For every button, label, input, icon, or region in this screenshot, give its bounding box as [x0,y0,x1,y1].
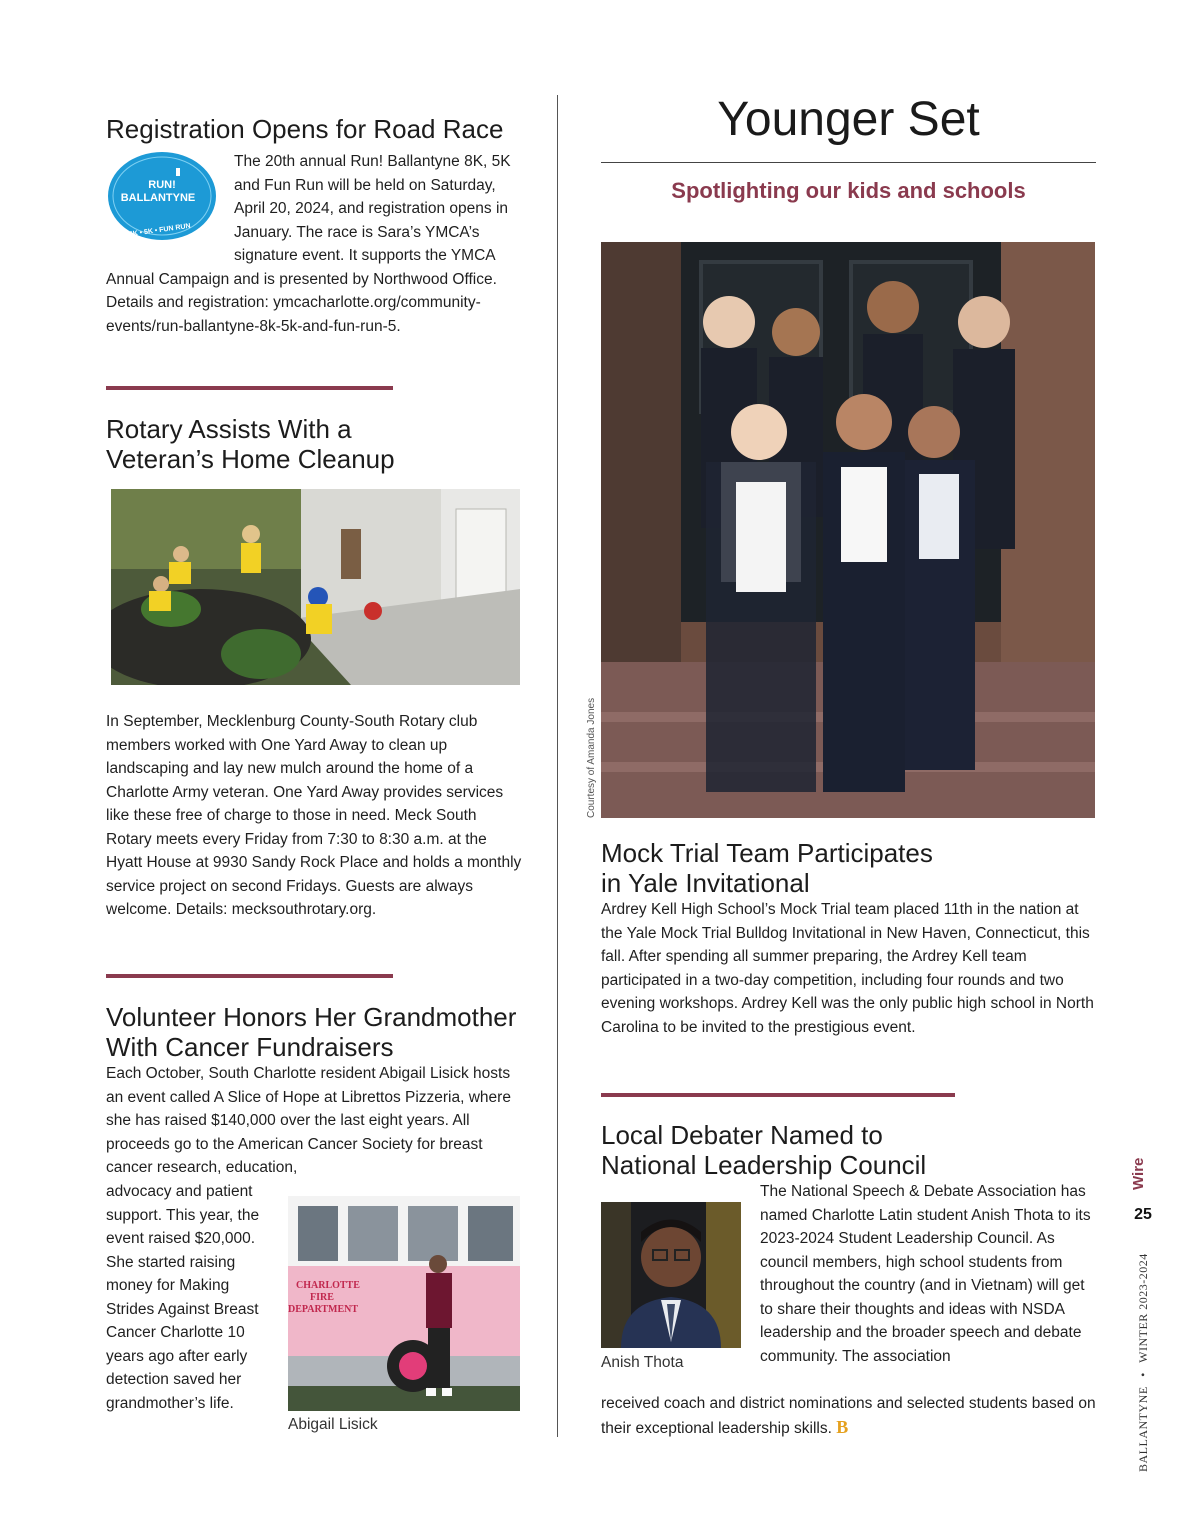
running-footer: BALLANTYNE • WINTER 2023-2024 [1136,1253,1150,1472]
volunteer-body-side: advocacy and patient support. This year, the event raised $20,000. She started raising money for Making Strides Against Breast Cancer Charlotte 10 years ago after early detection saved her grandmother’s life. [106,1183,260,1412]
end-mark: B [836,1416,849,1437]
anish-caption: Anish Thota [601,1354,684,1371]
svg-text:BALLANTYNE: BALLANTYNE [120,192,196,204]
race-body: The 20th annual Run! Ballantyne 8K, 5K and Fun Run will be held on Saturday, April 20, 2024, and registration opens in January. The race is Sara’s YMCA’s signature event. It supports the YMCA Annual Campaign and is presented by Northwood Office. Details and registration: ymcacharlotte.org/community-events/run-ballantyne-8k-5k-and-fun-run-5. [106,153,511,335]
run-ballantyne-logo [106,150,218,242]
svg-text:CHARLOTTE: CHARLOTTE [296,1280,360,1291]
anish-photo [601,1202,741,1348]
volunteer-headline: Volunteer Honors Her Grandmother With Cancer Fundraisers [106,1002,517,1062]
divider-2 [106,974,393,978]
column-divider [557,95,558,1437]
rotary-body: In September, Mecklenburg County-South Rotary club members worked with One Yard Away to clean up landscaping and lay new mulch around the home of a Charlotte Army veteran. One Yard Away provides services like these free of charge to those in need. Meck South Rotary meets every Friday from 7:30 to 8:30 a.m. at the Hyatt House at 9930 Sandy Rock Place and holds a monthly service project on second Fridays. Guests are always welcome. Details: mecksouthrotary.org. [106,713,522,918]
rotary-headline: Rotary Assists With a Veteran’s Home Cleanup [106,414,395,474]
mock-trial-headline: Mock Trial Team Participates in Yale Invitational [601,838,933,898]
debater-body-side: The National Speech & Debate Association has named Charlotte Latin student Anish Thota to its 2023-2024 Student Leadership Council. As council members, high school students from throughout the country (and in Vietnam) will get to share their thoughts and ideas with NSDA leadership and the broader speech and debate community. The association [760,1183,1091,1365]
divider-1 [106,386,393,390]
race-article [106,150,526,338]
race-headline: Registration Opens for Road Race [106,114,504,144]
section-title: Younger Set [717,93,980,146]
abigail-caption: Abigail Lisick [288,1416,378,1433]
section-tag: Wire [1130,1157,1147,1190]
svg-text:8K • 5K • FUN RUN: 8K • 5K • FUN RUN [128,222,192,239]
rotary-photo [111,489,520,685]
debater-body-bottom: received coach and district nominations and selected students based on their exceptional leadership skills. B [601,1395,1096,1437]
divider-3 [601,1093,955,1097]
mock-trial-photo [601,242,1095,818]
svg-text:RUN!: RUN! [148,179,176,191]
ymca-logo-wrap [106,150,234,256]
debater-headline: Local Debater Named to National Leadership Council [601,1120,927,1180]
mock-trial-body: Ardrey Kell High School’s Mock Trial team placed 11th in the nation at the Yale Mock Trial Bulldog Invitational in New Haven, Connecticut, this fall. After spending all summer preparing, the Ardrey Kell team participated in a two-day competition, including four rounds and two evening workshops. Ardrey Kell was the only public high school in North Carolina to be invited to the prestigious event. [601,901,1094,1036]
section-title-rule [601,162,1096,163]
section-subtitle: Spotlighting our kids and schools [671,178,1026,203]
svg-text:FIRE: FIRE [310,1292,334,1303]
svg-text:DEPARTMENT: DEPARTMENT [288,1304,359,1315]
photo-credit: Courtesy of Amanda Jones [586,697,597,818]
volunteer-body-top: Each October, South Charlotte resident Abigail Lisick hosts an event called A Slice of Hope at Librettos Pizzeria, where she has raised $140,000 over the last eight years. All proceeds go to the American Cancer Society for breast cancer research, education, [106,1065,511,1176]
page-number: 25 [1134,1206,1152,1223]
abigail-photo [288,1196,520,1411]
